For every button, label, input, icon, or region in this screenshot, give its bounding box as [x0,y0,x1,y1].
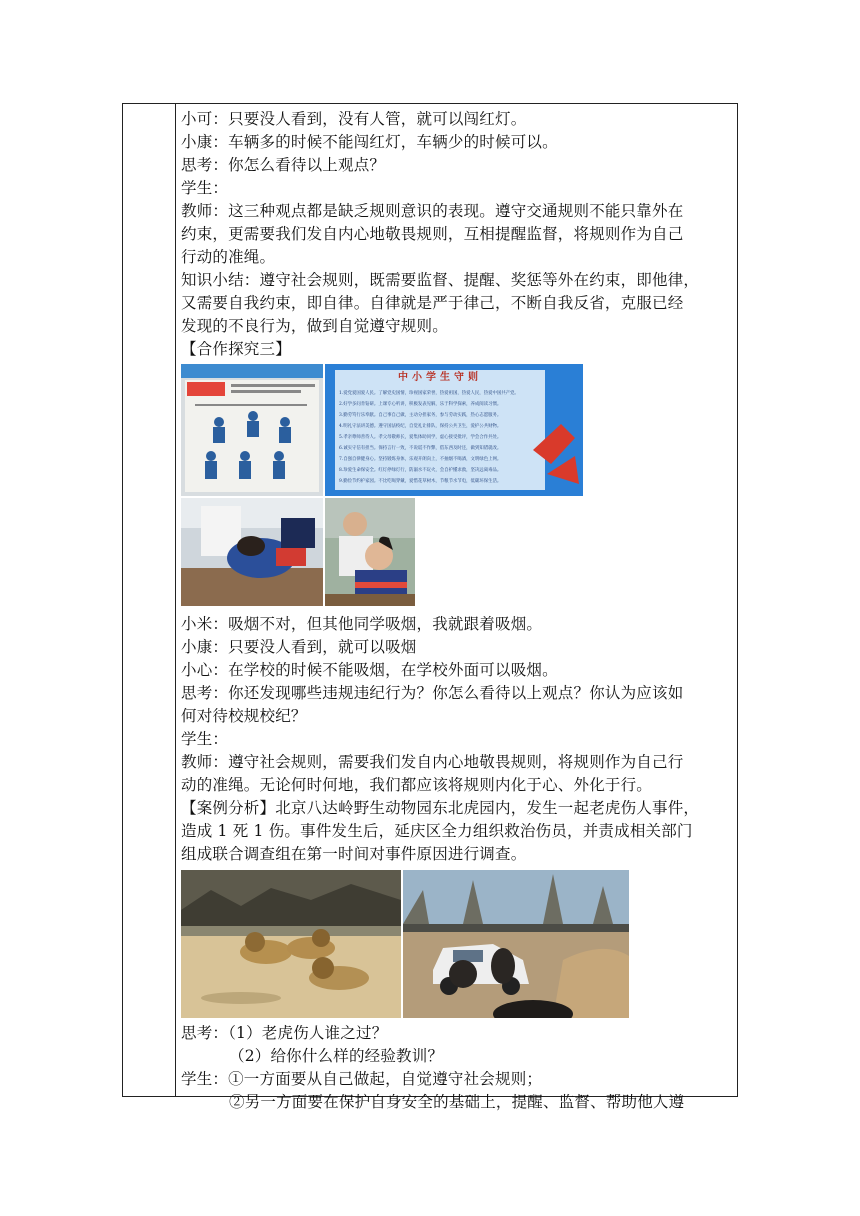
text-line: 发现的不良行为，做到自觉遵守规则。 [181,317,448,335]
campaign-poster-photo [181,364,323,496]
text-line: 【案例分析】北京八达岭野生动物园东北虎园内，发生一起老虎伤人事件， [181,799,700,817]
poster-item: 3.勤劳笃行乐奉献。自己事自己做，主动分担家务，参与劳动实践，热心志愿服务。 [339,413,502,418]
text-line: 学生：①一方面要从自己做起，自觉遵守社会规则； [181,1070,543,1088]
students-sleeping-photo [181,498,323,606]
text-line: （2）给你什么样的经验教训？ [229,1047,444,1065]
text-line: 思考：你怎么看待以上观点？ [181,156,386,174]
poster-item: 5.孝亲尊师善待人。孝父母敬师长，爱集体助同学，虚心接受批评，学会合作共处。 [339,435,502,440]
text-line: 小心：在学校的时候不能吸烟，在学校外面可以吸烟。 [181,661,558,679]
tiger-car-photo [403,870,629,1018]
lions-photo [181,870,401,1018]
section-heading: 【合作探究三】 [181,340,291,358]
text-line: 教师：遵守社会规则，需要我们发自内心地敬畏规则，将规则作为自己行 [181,753,684,771]
text-line: 小康：只要没人看到，就可以吸烟 [181,638,417,656]
text-line: 动的准绳。无论何时何地，我们都应该将规则内化于心、外化于行。 [181,776,653,794]
text-line: 造成 1 死 1 伤。事件发生后，延庆区全力组织救治伤员，并责成相关部门 [181,822,693,840]
poster-item: 4.明礼守法讲美德。遵守国法校纪，自觉礼让排队，保持公共卫生，爱护公共财物。 [339,424,502,429]
text-line: 知识小结：遵守社会规则，既需要监督、提醒、奖惩等外在约束，即他律， [181,271,700,289]
text-line: 思考：你还发现哪些违规违纪行为？你怎么看待以上观点？你认为应该如 [181,684,684,702]
text-line: 小可：只要没人看到，没有人管，就可以闯红灯。 [181,110,527,128]
text-line: 约束，更需要我们发自内心地敬畏规则，互相提醒监督，将规则作为自己 [181,225,684,243]
content-cell [181,104,737,1114]
poster-item: 7.自强自律健身心。坚持锻炼身体，乐观开朗向上，不抽烟不喝酒，文明绿色上网。 [339,457,502,462]
student-rules-poster [325,364,583,496]
text-line: 小康：车辆多的时候不能闯红灯，车辆少的时候可以。 [181,133,558,151]
poster-item: 6.诚实守信有担当。保持言行一致，不说谎不作弊，借东西及时还，做到知错就改。 [339,446,502,451]
text-line: 行动的准绳。 [181,248,276,266]
text-line: 思考：（1）老虎伤人谁之过？ [181,1024,388,1042]
poster-item: 1.爱党爱国爱人民。了解党史国情，珍视国家荣誉，热爱祖国，热爱人民，热爱中国共产党。 [339,391,519,396]
column-divider [175,104,176,1096]
poster-item: 2.好学多问肯钻研。上课专心听讲，积极发表见解，乐于科学探索，养成阅读习惯。 [339,402,502,407]
text-line: 何对待校规校纪？ [181,707,307,725]
text-line: 组成联合调查组在第一时间对事件原因进行调查。 [181,845,527,863]
text-line: 教师：这三种观点都是缺乏规则意识的表现。遵守交通规则不能只靠外在 [181,202,684,220]
text-line: 学生： [181,730,229,748]
text-line: 又需要自我约束，即自律。自律就是严于律己，不断自我反省，克服已经 [181,294,684,312]
image-group-zoo [181,866,737,1020]
image-group-rules [181,361,737,606]
poster-title: 中小学生守则 [398,372,482,383]
text-line: 小米：吸烟不对，但其他同学吸烟，我就跟着吸烟。 [181,615,543,633]
poster-item: 9.勤俭节约护家园。不比吃喝穿戴，爱惜花草树木，节粮节水节电，低碳环保生活。 [339,479,502,484]
text-line: 学生： [181,179,229,197]
text-line: ②另一方面要在保护自身安全的基础上，提醒、监督、帮助他人遵 [229,1093,685,1111]
students-smoking-photo [325,498,415,606]
poster-item: 8.珍爱生命保安全。红灯停绿灯行，防溺水不玩火，会自护懂求救，坚决远离毒品。 [339,468,502,473]
lesson-table [122,103,738,1111]
